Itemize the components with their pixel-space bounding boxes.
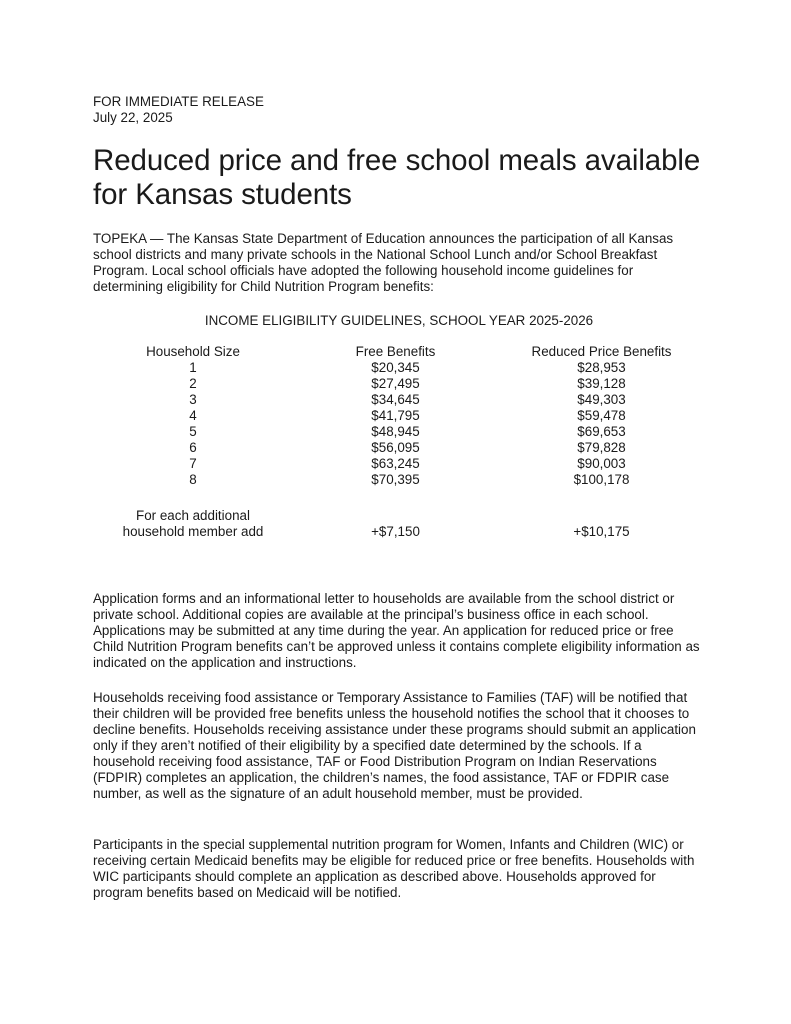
free-benefits-cell: $34,645 bbox=[371, 392, 420, 407]
reduced-price-cell: $79,828 bbox=[577, 440, 626, 455]
table-row bbox=[93, 392, 705, 408]
additional-member-label-line1: For each additional bbox=[136, 508, 250, 523]
reduced-price-cell: $100,178 bbox=[573, 472, 630, 487]
column-header-reduced-price-benefits: Reduced Price Benefits bbox=[531, 344, 672, 359]
household-size-cell: 7 bbox=[189, 456, 197, 471]
table-row bbox=[93, 456, 705, 472]
table-row bbox=[93, 376, 705, 392]
table-row bbox=[93, 408, 705, 424]
table-row bbox=[93, 360, 705, 376]
release-label: FOR IMMEDIATE RELEASE bbox=[93, 94, 264, 109]
table-row bbox=[93, 472, 705, 488]
income-eligibility-table bbox=[93, 344, 705, 540]
free-benefits-cell: $27,495 bbox=[371, 376, 420, 391]
additional-member-label-line2: household member add bbox=[122, 524, 264, 539]
reduced-price-cell: $69,653 bbox=[577, 424, 626, 439]
food-assistance-paragraph: Households receiving food assistance or Temporary Assistance to Families (TAF) will be notified that their children will be provided free benefits unless the household notifies the school that it chooses to decline benefits. Households receiving assistance under these programs should submit an application only if they aren’t notified of their eligibility by a specified date determined by the schools. If a household receiving food assistance, TAF or Food Distribution Program on Indian Reservations (FDPIR) completes an application, the children’s names, the food assistance, TAF or FDPIR case number, as well as the signature of an adult household member, must be provided. bbox=[93, 690, 696, 801]
reduced-price-cell: $28,953 bbox=[577, 360, 626, 375]
additional-member-label bbox=[93, 508, 293, 540]
additional-member-row bbox=[93, 508, 705, 540]
household-size-cell: 6 bbox=[189, 440, 197, 455]
free-benefits-cell: $56,095 bbox=[371, 440, 420, 455]
household-size-cell: 2 bbox=[189, 376, 197, 391]
free-benefits-cell: $70,395 bbox=[371, 472, 420, 487]
free-benefits-cell: $63,245 bbox=[371, 456, 420, 471]
headline: Reduced price and free school meals available for Kansas students bbox=[93, 144, 701, 211]
additional-reduced-price-cell: +$10,175 bbox=[573, 524, 630, 539]
household-size-cell: 8 bbox=[189, 472, 197, 487]
household-size-cell: 1 bbox=[189, 360, 197, 375]
additional-free-benefits-cell: +$7,150 bbox=[371, 524, 420, 539]
reduced-price-cell: $59,478 bbox=[577, 408, 626, 423]
table-caption: INCOME ELIGIBILITY GUIDELINES, SCHOOL YEAR 2025-2026 bbox=[204, 313, 594, 328]
release-date: July 22, 2025 bbox=[93, 110, 173, 125]
column-header-free-benefits: Free Benefits bbox=[355, 344, 436, 359]
free-benefits-cell: $41,795 bbox=[371, 408, 420, 423]
table-spacer-row bbox=[93, 488, 705, 508]
household-size-cell: 4 bbox=[189, 408, 197, 423]
table-row bbox=[93, 424, 705, 440]
reduced-price-cell: $90,003 bbox=[577, 456, 626, 471]
free-benefits-cell: $48,945 bbox=[371, 424, 420, 439]
press-release-page bbox=[93, 94, 705, 900]
reduced-price-cell: $39,128 bbox=[577, 376, 626, 391]
free-benefits-cell: $20,345 bbox=[371, 360, 420, 375]
reduced-price-cell: $49,303 bbox=[577, 392, 626, 407]
column-header-household-size: Household Size bbox=[146, 344, 240, 359]
household-size-cell: 5 bbox=[189, 424, 197, 439]
table-header-row bbox=[93, 344, 705, 360]
intro-paragraph: TOPEKA — The Kansas State Department of Education announces the participation of all Kansas school districts and many private schools in the National School Lunch and/or School Breakfast Program. Local school officials have adopted the following household income guidelines for determining eligibility for Child Nutrition Program benefits: bbox=[93, 231, 674, 294]
wic-medicaid-paragraph: Participants in the special supplemental nutrition program for Women, Infants and Children (WIC) or receiving certain Medicaid benefits may be eligible for reduced price or free benefits. Households with WIC participants should complete an application as described above. Households approved for program benefits based on Medicaid will be notified. bbox=[93, 837, 695, 900]
application-forms-paragraph: Application forms and an informational letter to households are available from the school district or private school. Additional copies are available at the principal’s business office in each school. Applications may be submitted at any time during the year. An application for reduced price or free Child Nutrition Program benefits can’t be approved unless it contains complete eligibility information as indicated on the application and instructions. bbox=[93, 591, 700, 670]
table-row bbox=[93, 440, 705, 456]
household-size-cell: 3 bbox=[189, 392, 197, 407]
